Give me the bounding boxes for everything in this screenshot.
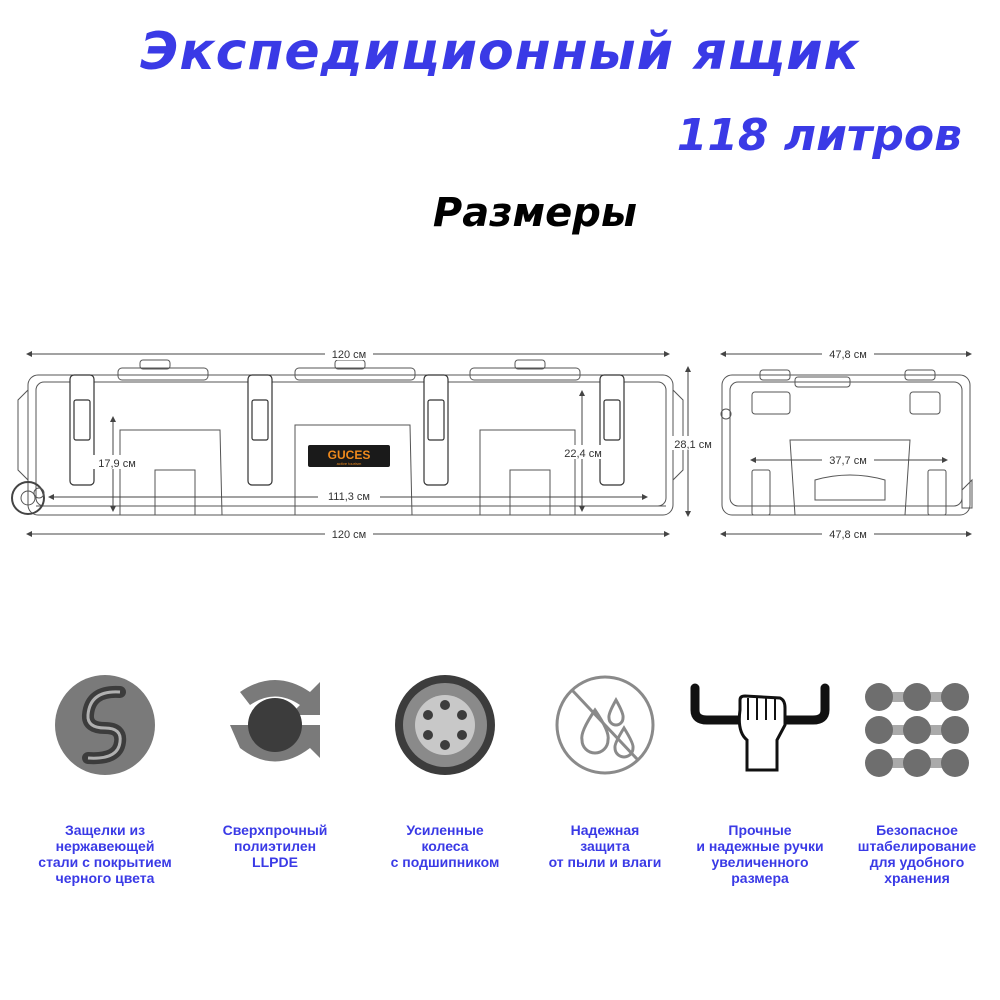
feature-protection bbox=[530, 670, 680, 870]
left-height-label: 17,9 см bbox=[98, 458, 136, 470]
dimension-drawing bbox=[0, 330, 1000, 560]
feature-label: Усиленные колеса с подшипником bbox=[390, 822, 500, 870]
feature-label: Безопасное штабелирование для удобного хранения bbox=[857, 822, 977, 886]
section-heading: Размеры bbox=[432, 190, 638, 236]
stainless-latch-icon bbox=[50, 670, 160, 780]
side-bottom-width-label: 47,8 см bbox=[829, 529, 867, 541]
side-dimensions bbox=[722, 354, 970, 534]
polyethylene-icon bbox=[220, 670, 330, 780]
front-bottom-width-label: 120 см bbox=[331, 529, 367, 541]
front-top-width-label: 120 см bbox=[331, 349, 367, 361]
handle-grip-icon bbox=[685, 670, 835, 780]
feature-polyethylene bbox=[200, 670, 350, 870]
feature-wheels bbox=[370, 670, 520, 870]
wheel-bearing-icon bbox=[390, 670, 500, 780]
capacity-subtitle: 118 литров bbox=[676, 110, 962, 161]
feature-stacking bbox=[842, 670, 992, 886]
feature-latches bbox=[30, 670, 180, 886]
stacking-icon bbox=[857, 670, 977, 780]
side-view bbox=[721, 370, 972, 515]
svg-text:active tourism: active tourism bbox=[336, 461, 362, 466]
feature-handles bbox=[685, 670, 835, 886]
dust-water-protection-icon bbox=[550, 670, 660, 780]
side-top-width-label: 47,8 см bbox=[829, 349, 867, 361]
guces-logo bbox=[308, 445, 390, 467]
page-title: Экспедиционный ящик bbox=[140, 22, 860, 82]
total-height-label: 28,1 см bbox=[674, 439, 712, 451]
feature-label: Надежная защита от пыли и влаги bbox=[548, 822, 662, 870]
right-height-label: 22,4 см bbox=[564, 448, 602, 460]
feature-label: Прочные и надежные ручки увеличенного размера bbox=[696, 822, 824, 886]
side-inner-width-label: 37,7 см bbox=[829, 455, 867, 467]
svg-text:GUCES: GUCES bbox=[327, 448, 371, 462]
feature-label: Сверхпрочный полиэтилен LLPDE bbox=[222, 822, 328, 870]
feature-label: Защелки из нержавеющей стали с покрытием черного цвета bbox=[38, 822, 172, 886]
front-dimensions bbox=[28, 354, 688, 534]
front-inner-width-label: 111,3 см bbox=[327, 491, 371, 503]
